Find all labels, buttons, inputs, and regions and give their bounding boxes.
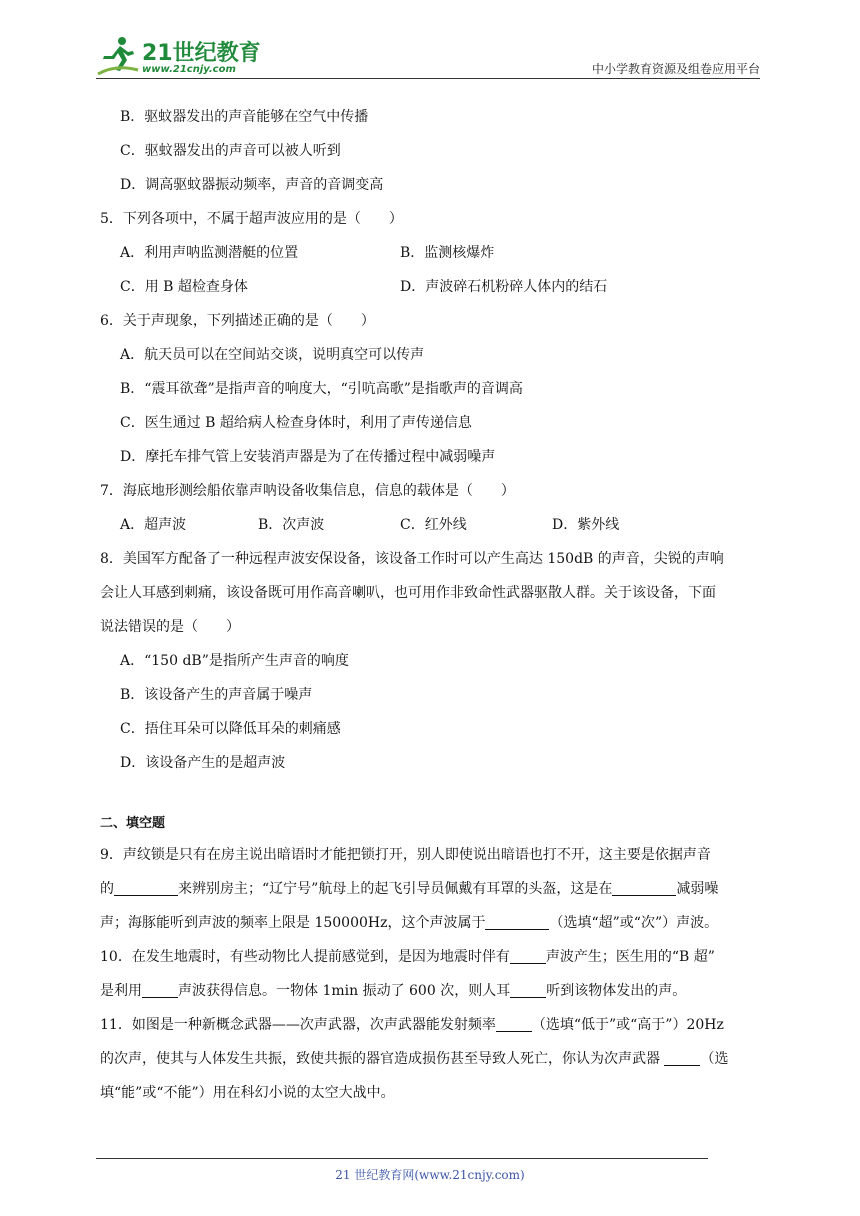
q7-option-a: A．超声波 [120, 517, 187, 533]
q7-option-c: C．红外线 [400, 517, 467, 533]
q8-option-a: A．“150 dB”是指所产生声音的响度 [120, 653, 349, 669]
logo-url: www.21cnjy.com [142, 64, 236, 75]
q5-stem: 5．下列各项中，不属于超声波应用的是（ ） [100, 211, 403, 227]
q10-blank-3[interactable] [510, 979, 546, 998]
q11-text: （选 [700, 1051, 729, 1067]
q10-text: 声波产生；医生用的“B 超” [545, 949, 715, 965]
q8-option-d: D．该设备产生的是超声波 [120, 755, 286, 771]
q10-blank-2[interactable] [142, 979, 178, 998]
q7-option-d: D．紫外线 [552, 517, 620, 533]
q8-stem-line1: 8．美国军方配备了一种远程声波安保设备，该设备工作时可以产生高达 150dB 的声音，尖锐的声响 [100, 551, 724, 567]
q9-text: 的 [100, 881, 114, 897]
q6-option-b: B．“震耳欲聋”是指声音的响度大，“引吭高歌”是指歌声的音调高 [120, 381, 523, 397]
q9-blank-1[interactable] [114, 877, 178, 896]
q5-option-c: C．用 B 超检查身体 [120, 279, 248, 295]
q11-line1 [100, 1008, 770, 1042]
q6-option-c: C．医生通过 B 超给病人检查身体时，利用了声传递信息 [120, 415, 472, 431]
q7-option-b: B．次声波 [258, 517, 325, 533]
q10-line1 [100, 940, 770, 974]
q10-text: 声波获得信息。一物体 1min 振动了 600 次，则人耳 [178, 983, 511, 999]
q9-line3 [100, 906, 770, 940]
q10-blank-1[interactable] [510, 945, 546, 964]
q5-options-row1 [100, 236, 770, 270]
q9-text: （选填“超”或“次”）声波。 [549, 915, 719, 931]
platform-name: 中小学教育资源及组卷应用平台 [591, 62, 760, 76]
q11-text: 的次声，使其与人体发生共振，致使共振的器官造成损伤甚至导致人死亡，你认为次声武器 [100, 1051, 665, 1067]
q11-line3: 填“能”或“不能”）用在科幻小说的太空大战中。 [100, 1085, 395, 1101]
q9-line1: 9．声纹锁是只有在房主说出暗语时才能把锁打开，别人即使说出暗语也打不开，这主要是依据声音 [100, 847, 711, 863]
q5-options-row2 [100, 270, 770, 304]
q11-text: （选填“低于”或“高于”）20Hz [531, 1017, 724, 1033]
q8-option-c: C．捂住耳朵可以降低耳朵的刺痛感 [120, 721, 341, 737]
q11-line2 [100, 1042, 770, 1076]
q11-text: 11．如图是一种新概念武器——次声武器，次声武器能发射频率 [100, 1017, 496, 1033]
q9-line2 [100, 872, 770, 906]
q8-stem-line2: 会让人耳感到刺痛，该设备既可用作高音喇叭，也可用作非致命性武器驱散人群。关于该设备，下面 [100, 585, 716, 601]
q11-blank-1[interactable] [496, 1013, 532, 1032]
q9-blank-3[interactable] [485, 911, 549, 930]
q4-option-b: B．驱蚊器发出的声音能够在空气中传播 [120, 109, 369, 125]
q7-stem: 7．海底地形测绘船依靠声呐设备收集信息，信息的载体是（ ） [100, 483, 515, 499]
q9-blank-2[interactable] [612, 877, 676, 896]
q10-text: 听到该物体发出的声。 [546, 983, 687, 999]
q10-text: 10．在发生地震时，有些动物比人提前感觉到，是因为地震时伴有 [100, 949, 510, 965]
page-header [96, 30, 760, 80]
q5-option-d: D．声波碎石机粉碎人体内的结石 [400, 279, 608, 295]
q8-option-b: B．该设备产生的声音属于噪声 [120, 687, 313, 703]
q10-text: 是利用 [100, 983, 142, 999]
logo [96, 34, 266, 78]
q4-option-d: D．调高驱蚊器振动频率，声音的音调变高 [120, 177, 384, 193]
header-divider [96, 78, 760, 79]
footer-divider [96, 1158, 708, 1159]
q6-option-a: A．航天员可以在空间站交谈，说明真空可以传声 [120, 347, 425, 363]
q6-stem: 6．关于声现象，下列描述正确的是（ ） [100, 313, 375, 329]
q11-blank-2[interactable] [664, 1047, 700, 1066]
q7-options [100, 508, 770, 542]
q6-option-d: D．摩托车排气管上安装消声器是为了在传播过程中减弱噪声 [120, 449, 496, 465]
q4-option-c: C．驱蚊器发出的声音可以被人听到 [120, 143, 341, 159]
q9-text: 声；海豚能听到声波的频率上限是 150000Hz，这个声波属于 [100, 915, 486, 931]
q9-text: 来辨别房主；“辽宁号”航母上的起飞引导员佩戴有耳罩的头盔，这是在 [178, 881, 613, 897]
logo-text: 21世纪教育 [142, 41, 261, 66]
q5-option-a: A．利用声呐监测潜艇的位置 [120, 245, 299, 261]
q8-stem-line3: 说法错误的是（ ） [100, 619, 240, 635]
footer-text: 21 世纪教育网(www.21cnjy.com) [335, 1168, 525, 1182]
q5-option-b: B．监测核爆炸 [400, 245, 495, 261]
runner-logo-icon [96, 34, 140, 78]
q10-line2 [100, 974, 770, 1008]
exam-content [100, 100, 770, 1110]
section-title-fill-in: 二、填空题 [100, 816, 166, 831]
q9-text: 减弱噪 [676, 881, 719, 897]
